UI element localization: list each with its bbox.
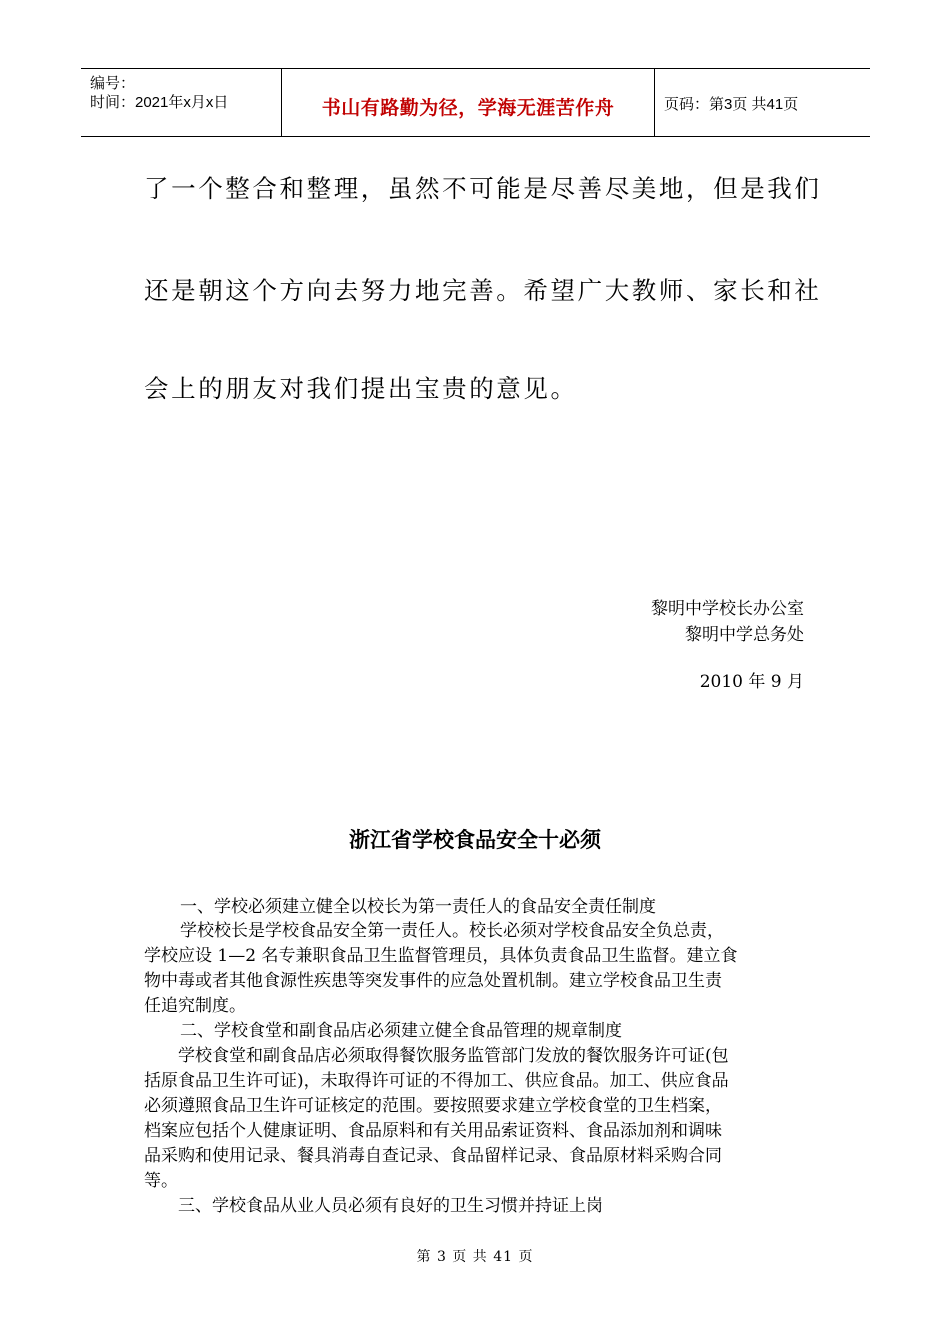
article-paragraph-line: 任追究制度。 bbox=[144, 996, 246, 1016]
page-footer: 第 3 页 共 41 页 bbox=[416, 1249, 534, 1265]
article-paragraph-line: 学校食堂和副食品店必须取得餐饮服务监管部门发放的餐饮服务许可证(包 bbox=[178, 1046, 729, 1066]
intro-line-3: 会上的朋友对我们提出宝贵的意见。 bbox=[144, 374, 578, 403]
signature-department: 黎明中学总务处 bbox=[685, 625, 804, 645]
article-paragraph-line: 等。 bbox=[144, 1171, 178, 1191]
article-paragraph-line: 学校校长是学校食品安全第一责任人。校长必须对学校食品安全负总责， bbox=[180, 921, 724, 941]
article-paragraph-line: 括原食品卫生许可证)，未取得许可证的不得加工、供应食品。加工、供应食品 bbox=[144, 1071, 729, 1091]
header-page-code: 页码：第3页 共41页 bbox=[664, 96, 799, 113]
document-header bbox=[81, 68, 870, 137]
article-heading-1: 一、学校必须建立健全以校长为第一责任人的食品安全责任制度 bbox=[180, 897, 656, 917]
header-motto-cell bbox=[281, 69, 655, 136]
article-heading-2: 二、学校食堂和副食品店必须建立健全食品管理的规章制度 bbox=[180, 1021, 622, 1041]
article-paragraph-line: 品采购和使用记录、餐具消毒自查记录、食品留样记录、食品原材料采购合同 bbox=[144, 1146, 722, 1166]
document-number-label: 编号： bbox=[90, 75, 136, 92]
article-paragraph-line: 档案应包括个人健康证明、食品原料和有关用品索证资料、食品添加剂和调味 bbox=[144, 1121, 722, 1141]
intro-line-2: 还是朝这个方向去努力地完善。希望广大教师、家长和社 bbox=[144, 276, 822, 305]
signature-office: 黎明中学校长办公室 bbox=[651, 599, 804, 619]
intro-line-1: 了一个整合和整理，虽然不可能是尽善尽美地，但是我们 bbox=[144, 174, 822, 203]
article-heading-3: 三、学校食品从业人员必须有良好的卫生习惯并持证上岗 bbox=[178, 1196, 603, 1216]
article-paragraph-line: 必须遵照食品卫生许可证核定的范围。要按照要求建立学校食堂的卫生档案， bbox=[144, 1096, 722, 1116]
article-paragraph-line: 物中毒或者其他食源性疾患等突发事件的应急处置机制。建立学校食品卫生责 bbox=[144, 971, 722, 991]
header-page-cell bbox=[655, 69, 870, 136]
header-meta-cell bbox=[81, 69, 281, 136]
article-paragraph-line: 学校应设 1—2 名专兼职食品卫生监督管理员，具体负责食品卫生监督。建立食 bbox=[144, 946, 738, 966]
article-title: 浙江省学校食品安全十必须 bbox=[349, 827, 601, 852]
header-motto: 书山有路勤为径，学海无涯苦作舟 bbox=[321, 98, 615, 119]
signature-date: 2010 年 9 月 bbox=[699, 672, 804, 692]
document-time-label: 时间：2021年x月x日 bbox=[90, 94, 229, 111]
